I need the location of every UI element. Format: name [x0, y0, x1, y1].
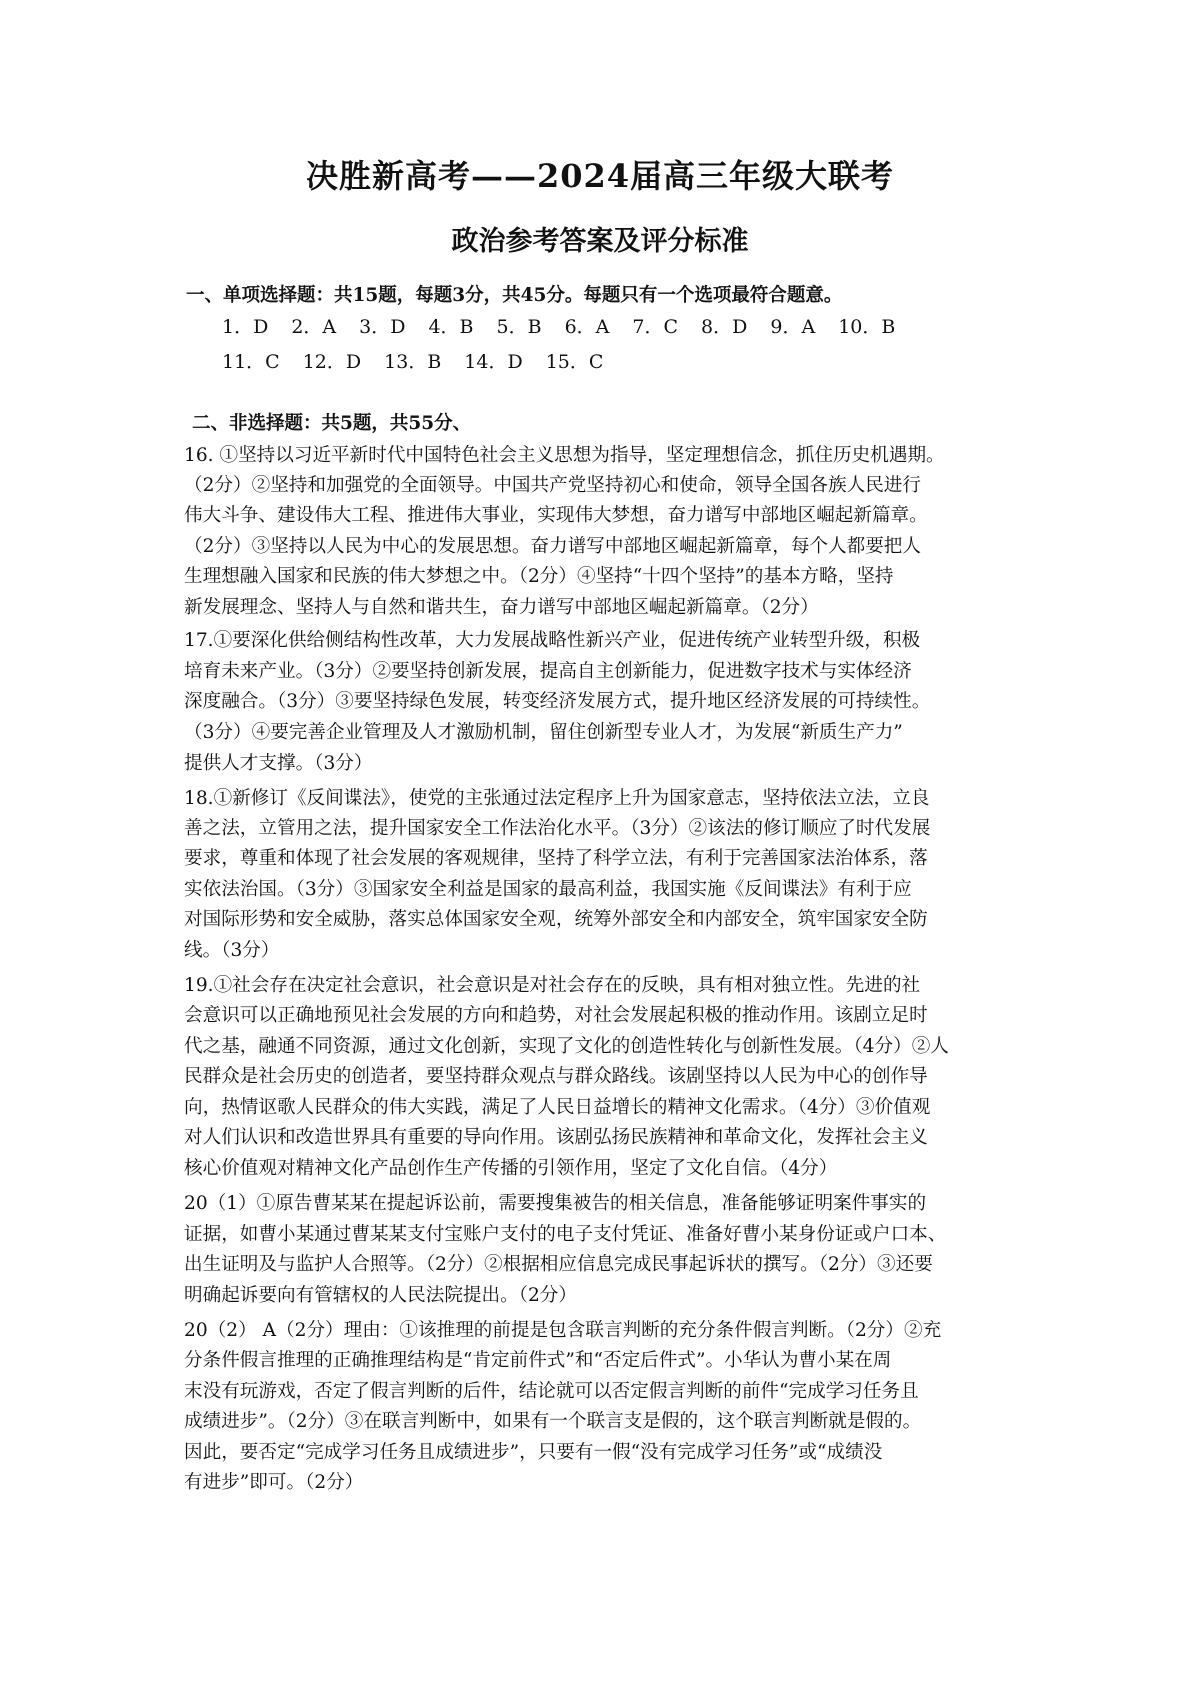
text-line: 善之法，立管用之法，提升国家安全工作法治化水平。（3分）②该法的修订顺应了时代发展 — [184, 818, 931, 839]
answer-item: 1．D — [222, 316, 269, 338]
text-line: 会意识可以正确地预见社会发展的方向和趋势，对社会发展起积极的推动作用。该剧立足时 — [184, 1005, 928, 1026]
answer-item: 14．D — [464, 351, 523, 373]
answer-item: 6．A — [564, 316, 610, 338]
text-line: 民群众是社会历史的创造者，要坚持群众观点与群众路线。该剧坚持以人民为中心的创作导 — [184, 1066, 928, 1087]
answer-item: 15．C — [545, 351, 604, 373]
text-line: 培育未来产业。（3分）②要坚持创新发展，提高自主创新能力，促进数字技术与实体经济 — [184, 661, 912, 682]
text-line: （2分）③坚持以人民为中心的发展思想。奋力谱写中部地区崛起新篇章，每个人都要把人 — [184, 536, 921, 557]
text-line: 明确起诉要向有管辖权的人民法院提出。（2分） — [184, 1285, 577, 1306]
text-line: 生理想融入国家和民族的伟大梦想之中。（2分）④坚持“十四个坚持”的基本方略，坚持 — [184, 566, 894, 587]
text-line: 提供人才支撑。（3分） — [184, 753, 373, 774]
text-line: 证据，如曹小某通过曹某某支付宝账户支付的电子支付凭证、准备好曹小某身份证或户口本、 — [184, 1224, 947, 1245]
answers-row-1 — [222, 313, 918, 341]
text-line: 出生证明及与监护人合照等。（2分）②根据相应信息完成民事起诉状的撰写。（2分）③还要 — [184, 1254, 933, 1275]
text-line: 分条件假言推理的正确推理结构是“肯定前件式”和“否定后件式”。小华认为曹小某在周 — [184, 1350, 892, 1371]
answer-item: 4．B — [428, 316, 474, 338]
answer-item: 7．C — [632, 316, 679, 338]
text-line: 对人们认识和改造世界具有重要的导向作用。该剧弘扬民族精神和革命文化，发挥社会主义 — [184, 1127, 928, 1148]
section1-heading: 一、单项选择题：共15题，每题3分，共45分。每题只有一个选项最符合题意。 — [186, 285, 843, 306]
text-line: 线。（3分） — [184, 940, 280, 961]
text-line: 要求，尊重和体现了社会发展的客观规律，坚持了科学立法，有利于完善国家法治体系，落 — [184, 848, 928, 869]
text-line: （3分）④要完善企业管理及人才激励机制，留住创新型专业人才，为发展“新质生产力” — [184, 722, 903, 743]
answer-item: 13．B — [384, 351, 442, 373]
text-line: 成绩进步”。（2分）③在联言判断中，如果有一个联言支是假的，这个联言判断就是假的。 — [184, 1411, 922, 1432]
text-line: 17.①要深化供给侧结构性改革，大力发展战略性新兴产业，促进传统产业转型升级，积极 — [184, 630, 921, 651]
text-line: 16. ①坚持以习近平新时代中国特色社会主义思想为指导，坚定理想信念，抓住历史机遇期。 — [184, 445, 945, 466]
text-line: 代之基，融通不同资源，通过文化创新，实现了文化的创造性转化与创新性发展。（4分）②人 — [184, 1036, 949, 1057]
answers-row-2 — [222, 348, 626, 376]
page-title: 决胜新高考——2024届高三年级大联考 — [305, 157, 895, 195]
text-line: 19.①社会存在决定社会意识，社会意识是对社会存在的反映，具有相对独立性。先进的社 — [184, 975, 921, 996]
text-line: 对国际形势和安全威胁，落实总体国家安全观，统筹外部安全和内部安全，筑牢国家安全防 — [184, 909, 928, 930]
answer-item: 9．A — [770, 316, 816, 338]
text-line: 20（1）①原告曹某某在提起诉讼前，需要搜集被告的相关信息，准备能够证明案件事实的 — [184, 1193, 927, 1214]
answer-item: 2．A — [291, 316, 337, 338]
answer-item: 11．C — [222, 351, 280, 373]
page-subtitle: 政治参考答案及评分标准 — [451, 226, 749, 257]
answer-item: 5．B — [496, 316, 542, 338]
text-line: 因此，要否定“完成学习任务且成绩进步”，只要有一假“没有完成学习任务”或“成绩没 — [184, 1442, 883, 1463]
answer-item: 3．D — [359, 316, 406, 338]
text-line: 末没有玩游戏，否定了假言判断的后件，结论就可以否定假言判断的前件“完成学习任务且 — [184, 1381, 919, 1402]
answer-item: 10．B — [838, 316, 896, 338]
text-line: 实依法治国。（3分）③国家安全利益是国家的最高利益，我国实施《反间谍法》有利于应 — [184, 879, 912, 900]
answer-item: 12．D — [302, 351, 362, 373]
text-line: 向，热情讴歌人民群众的伟大实践，满足了人民日益增长的精神文化需求。（4分）③价值观 — [184, 1097, 931, 1118]
text-line: 新发展理念、坚持人与自然和谐共生，奋力谱写中部地区崛起新篇章。（2分） — [184, 597, 819, 618]
text-line: 深度融合。（3分）③要坚持绿色发展，转变经济发展方式，提升地区经济发展的可持续性。 — [184, 691, 931, 712]
text-line: （2分）②坚持和加强党的全面领导。中国共产党坚持初心和使命，领导全国各族人民进行 — [184, 475, 921, 496]
text-line: 核心价值观对精神文化产品创作生产传播的引领作用，坚定了文化自信。（4分） — [184, 1158, 838, 1179]
text-line: 伟大斗争、建设伟大工程、推进伟大事业，实现伟大梦想，奋力谱写中部地区崛起新篇章。 — [184, 505, 928, 526]
answer-item: 8．D — [701, 316, 748, 338]
text-line: 有进步”即可。（2分） — [184, 1472, 364, 1493]
text-line: 20（2） A（2分）理由：①该推理的前提是包含联言判断的充分条件假言判断。（2分）②充 — [184, 1320, 942, 1341]
section2-heading: 二、非选择题：共5题，共55分、 — [192, 413, 472, 434]
text-line: 18.①新修订《反间谍法》，使党的主张通过法定程序上升为国家意志，坚持依法立法，立良 — [184, 788, 930, 809]
